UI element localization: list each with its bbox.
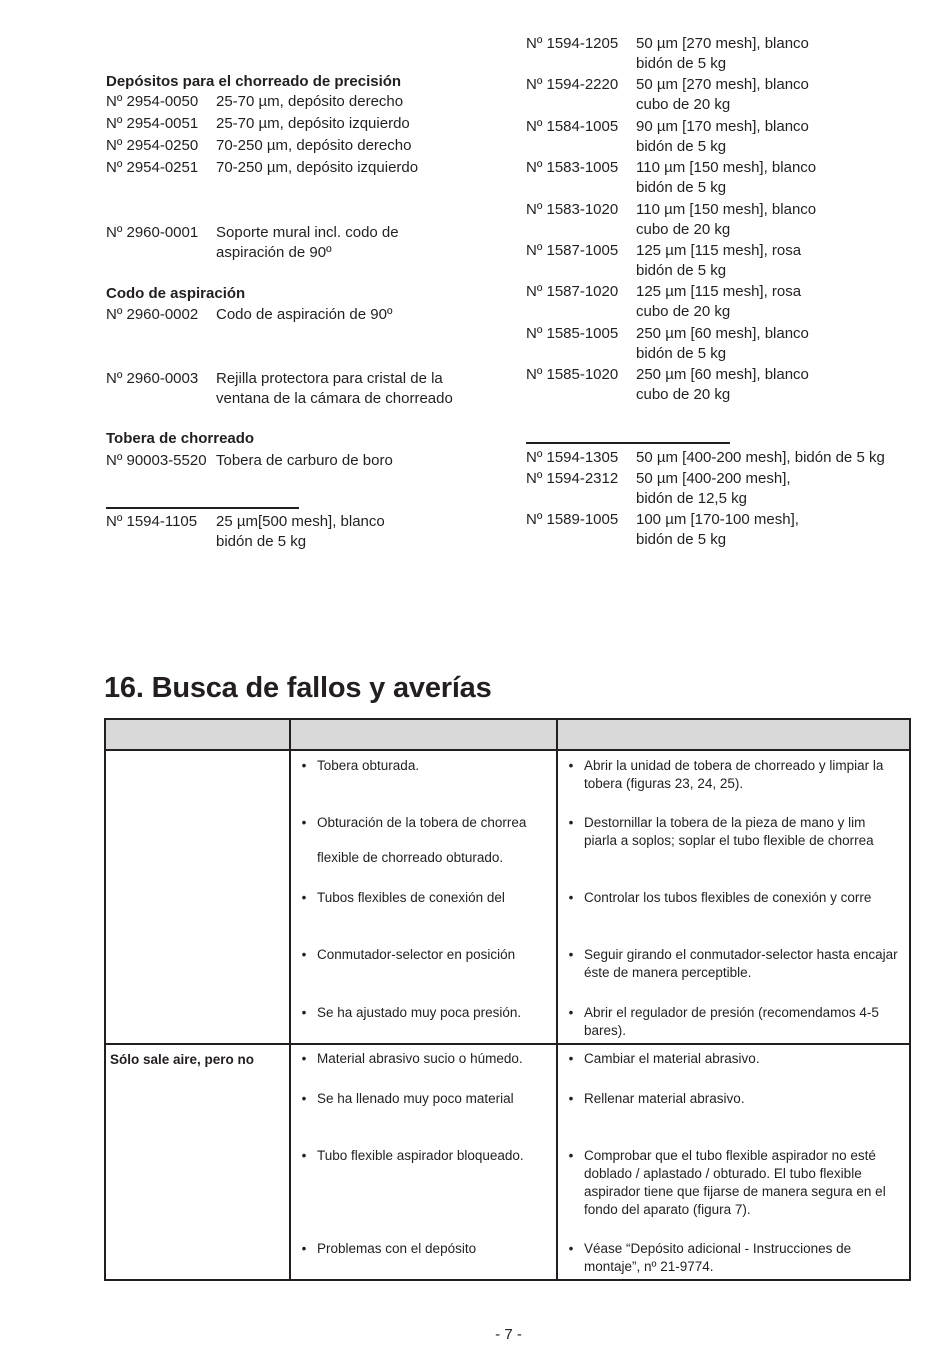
- part-description: 125 µm [115 mesh], rosa cubo de 20 kg: [636, 283, 802, 321]
- part-description: 50 µm [270 mesh], blanco bidón de 5 kg: [636, 35, 809, 72]
- header-cell-cause: [291, 720, 558, 749]
- part-description: Rejilla protectora para cristal de la ventana de la cámara de chorreado: [216, 370, 453, 407]
- wall-bracket-entry: [106, 223, 486, 263]
- list-item: [526, 365, 936, 405]
- part-description: 50 µm [270 mesh], blanco cubo de 20 kg: [636, 76, 809, 114]
- grille-entry: [106, 369, 486, 409]
- cause-cell: • Material abrasivo sucio o húmedo. • Se ha llenado muy poco material • Tubo flexible aspirador bloqueado. • Problemas con el depósito: [291, 1045, 558, 1279]
- cause-text: Se ha ajustado muy poca presión.: [317, 1005, 522, 1020]
- list-item: [526, 282, 936, 322]
- part-description: 125 µm [115 mesh], rosa bidón de 5 kg: [636, 241, 802, 279]
- table-row: [106, 1043, 909, 1279]
- list-item: [526, 448, 946, 468]
- part-description: 110 µm [150 mesh], blanco cubo de 20 kg: [636, 200, 817, 238]
- header-cell-symptom: [106, 720, 291, 749]
- list-item: [526, 324, 936, 364]
- part-description: 250 µm [60 mesh], blanco cubo de 20 kg: [636, 366, 809, 404]
- part-number: Nº 1594-2220: [526, 76, 619, 94]
- remedy-text: Abrir la unidad de tobera de chorreado y limpiar la tobera (figuras 23, 24, 25).: [584, 758, 884, 791]
- part-description: 25-70 µm, depósito derecho: [216, 93, 404, 110]
- cause-text: Se ha llenado muy poco material: [317, 1091, 514, 1106]
- part-number: Nº 1587-1020: [526, 283, 619, 301]
- list-item: [106, 92, 486, 112]
- table-row: [106, 751, 909, 1043]
- part-number: Nº 1583-1005: [526, 159, 619, 177]
- right-column-other-abrasives: [526, 448, 946, 550]
- part-number: Nº 2954-0050: [106, 93, 199, 110]
- cause-text: Material abrasivo sucio o húmedo.: [317, 1051, 523, 1066]
- part-number: Nº 2954-0051: [106, 115, 199, 132]
- page-number: - 7 -: [495, 1326, 522, 1343]
- section-divider: [106, 507, 299, 509]
- part-number: Nº 2960-0002: [106, 306, 199, 323]
- precision-tanks-heading: Depósitos para el chorreado de precisión: [106, 73, 402, 90]
- remedy-text: Rellenar material abrasivo.: [584, 1091, 745, 1106]
- list-item: [526, 117, 936, 157]
- symptom-cell: [106, 751, 291, 1043]
- list-item: [526, 200, 936, 240]
- right-column-abrasives: [526, 34, 936, 405]
- part-number: Nº 90003-5520: [106, 452, 207, 469]
- part-number: Nº 2954-0251: [106, 159, 199, 176]
- cause-text: Obturación de la tobera de chorrea: [317, 815, 527, 830]
- part-number: Nº 1585-1020: [526, 366, 619, 384]
- part-number: Nº 1589-1005: [526, 511, 619, 528]
- remedy-text: Seguir girando el conmutador-selector hasta encajar éste de manera perceptible.: [584, 947, 898, 980]
- list-item: [106, 136, 486, 156]
- symptom-cell: [106, 1045, 291, 1279]
- list-item: [106, 158, 486, 178]
- list-item: [526, 241, 936, 281]
- part-number: Nº 1594-2312: [526, 470, 619, 487]
- cause-text: Tubo flexible aspirador bloqueado.: [317, 1148, 524, 1163]
- table-header: [106, 720, 909, 751]
- part-description: 250 µm [60 mesh], blanco bidón de 5 kg: [636, 324, 809, 362]
- part-number: Nº 2954-0250: [106, 137, 199, 154]
- header-cell-remedy: [558, 720, 909, 749]
- part-description: 25 µm[500 mesh], blanco bidón de 5 kg: [216, 513, 385, 550]
- part-number: Nº 1583-1020: [526, 200, 619, 218]
- part-description: Soporte mural incl. codo de aspiración de 90º: [216, 224, 399, 261]
- remedy-text: Destornillar la tobera de la pieza de mano y lim piarla a soplos; soplar el tubo flexible de chorrea: [584, 815, 874, 848]
- part-number: Nº 1594-1205: [526, 35, 619, 52]
- part-description: 70-250 µm, depósito izquierdo: [216, 159, 419, 176]
- list-item: [526, 34, 936, 74]
- list-item: [526, 158, 936, 198]
- part-description: 50 µm [400-200 mesh], bidón de 5 kg: [636, 449, 885, 466]
- list-item: [106, 114, 486, 134]
- remedy-text: Véase “Depósito adicional - Instrucciones de montaje”, nº 21-9774.: [584, 1241, 852, 1274]
- cause-text: Tobera obturada.: [317, 758, 420, 773]
- remedy-text: Cambiar el material abrasivo.: [584, 1051, 760, 1066]
- cause-text: Tubos flexibles de conexión del: [317, 890, 505, 905]
- cause-text: Problemas con el depósito: [317, 1241, 477, 1256]
- nozzle-heading: Tobera de chorreado: [106, 430, 255, 447]
- part-description: 90 µm [170 mesh], blanco bidón de 5 kg: [636, 117, 809, 155]
- part-description: 70-250 µm, depósito derecho: [216, 137, 412, 154]
- part-number: Nº 1594-1105: [106, 513, 198, 530]
- cause-text: Conmutador-selector en posición: [317, 947, 516, 962]
- part-number: Nº 1587-1005: [526, 241, 619, 259]
- section-title: 16. Busca de fallos y averías: [104, 672, 492, 704]
- part-number: Nº 1594-1305: [526, 449, 619, 466]
- suction-elbow-heading: Codo de aspiración: [106, 285, 246, 302]
- troubleshooting-table: [104, 718, 911, 1281]
- remedy-text: Comprobar que el tubo flexible aspirador no esté doblado / aplastado / obturado. El tubo flexible aspirador tiene que fijarse de manera segura en el fondo del aparato (figura 7).: [584, 1148, 886, 1217]
- remedy-cell: • Cambiar el material abrasivo. • Rellenar material abrasivo. • Comprobar que el tubo flexible aspirador no esté doblado / aplastado / obturado. El tubo flexible aspirador tiene que fijarse de manera segura en el fondo del aparato (figura 7). • Véase “Depósito adicional - Instrucciones de montaje”, nº 21-9774.: [558, 1045, 909, 1279]
- part-description: 100 µm [170-100 mesh], bidón de 5 kg: [636, 511, 799, 548]
- part-description: 50 µm [400-200 mesh], bidón de 12,5 kg: [636, 470, 791, 507]
- suction-elbow-section: [106, 284, 486, 325]
- part-number: Nº 1585-1005: [526, 324, 619, 342]
- part-number: Nº 2960-0003: [106, 370, 199, 387]
- nozzle-section: [106, 429, 486, 471]
- section-divider: [526, 442, 730, 444]
- left-column: [106, 72, 486, 178]
- remedy-text: Abrir el regulador de presión (recomendamos 4-5 bares).: [584, 1005, 879, 1038]
- symptom-text: Sólo sale aire, pero no: [110, 1052, 255, 1067]
- list-item: [526, 75, 936, 115]
- part-description: Tobera de carburo de boro: [216, 452, 393, 469]
- cause-text: flexible de chorreado obturado.: [317, 850, 504, 865]
- list-item: [526, 510, 946, 550]
- part-description: 25-70 µm, depósito izquierdo: [216, 115, 410, 132]
- list-item: [526, 469, 946, 509]
- part-description: Codo de aspiración de 90º: [216, 306, 393, 323]
- remedy-text: Controlar los tubos flexibles de conexión y corre: [584, 890, 872, 905]
- remedy-cell: • Abrir la unidad de tobera de chorreado y limpiar la tobera (figuras 23, 24, 25). • Destornillar la tobera de la pieza de mano y lim piarla a soplos; soplar el tubo flexible de chorrea • Controlar los tubos flexibles de conexión y corre • Seguir girando el conmutador-selector hasta encajar éste de manera perceptible. • Abrir el regulador de presión (recomendamos 4-5 bares).: [558, 751, 909, 1043]
- part-number: Nº 2960-0001: [106, 224, 199, 241]
- cause-cell: • Tobera obturada. • Obturación de la tobera de chorrea flexible de chorreado obturado. • Tubos flexibles de conexión del • Conmutador-selector en posición • Se ha ajustado muy poca presión.: [291, 751, 558, 1043]
- part-description: 110 µm [150 mesh], blanco bidón de 5 kg: [636, 159, 817, 197]
- part-number: Nº 1584-1005: [526, 117, 619, 135]
- abrasive-first-entry: [106, 512, 486, 552]
